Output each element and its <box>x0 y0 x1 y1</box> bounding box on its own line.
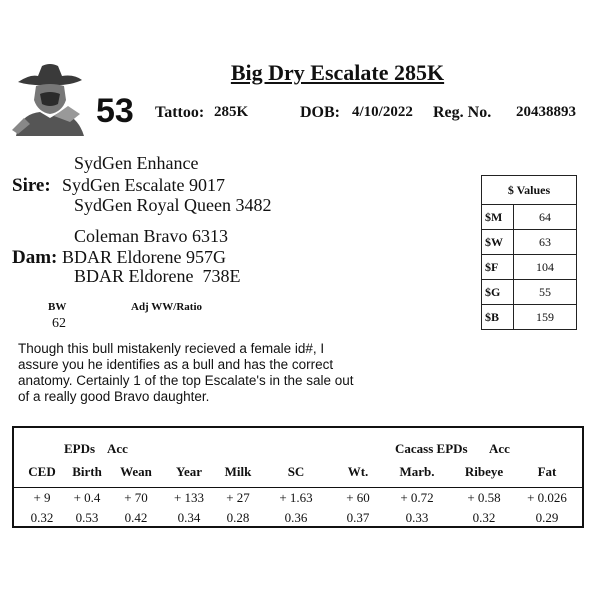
epd-value: + 0.58 <box>467 490 501 505</box>
epd-column-header: Wt. <box>347 464 369 479</box>
epd-value: + 0.026 <box>527 490 567 505</box>
epd-column-header: SC <box>287 464 305 479</box>
sire-label: Sire: <box>12 175 51 196</box>
dob-value: 4/10/2022 <box>352 104 413 120</box>
epd-value: + 27 <box>226 490 250 505</box>
epd-divider <box>14 487 582 488</box>
epd-column-header: Birth <box>72 464 102 479</box>
epd-column-header: Marb. <box>399 464 435 479</box>
adj-ww-ratio-label: Adj WW/Ratio <box>131 301 202 313</box>
epd-column-header: Ribeye <box>464 464 504 479</box>
tattoo-value: 285K <box>214 104 249 120</box>
epd-accuracy: 0.34 <box>177 510 201 525</box>
bull-name-title: Big Dry Escalate 285K <box>230 60 445 85</box>
dob-label: DOB: <box>300 104 340 121</box>
epds-acc-label: Acc <box>107 441 128 456</box>
epds-group-label: EPDs <box>64 441 96 456</box>
dollar-value: 63 <box>514 230 577 255</box>
epd-value: + 70 <box>124 490 148 505</box>
dollar-value: 64 <box>514 205 577 230</box>
sire-sire: SydGen Enhance <box>74 153 199 173</box>
carcass-epds-group-label: Cacass EPDs <box>395 441 468 456</box>
epd-accuracy: 0.33 <box>405 510 429 525</box>
table-row <box>482 230 577 255</box>
carcass-acc-label: Acc <box>489 441 510 456</box>
epd-column-header: Milk <box>224 464 252 479</box>
epd-value: + 9 <box>33 490 51 505</box>
epd-accuracy: 0.29 <box>535 510 559 525</box>
epd-accuracy: 0.32 <box>30 510 54 525</box>
epd-value: + 133 <box>173 490 205 505</box>
table-row <box>482 280 577 305</box>
dollar-value-label: $W <box>482 230 514 255</box>
dollar-values-title: $ Values <box>482 176 577 205</box>
table-row <box>482 305 577 330</box>
dollar-value: 159 <box>514 305 577 330</box>
dollar-value: 104 <box>514 255 577 280</box>
sire-name: SydGen Escalate 9017 <box>62 175 225 195</box>
reg-label: Reg. No. <box>433 104 492 121</box>
reg-value: 20438893 <box>516 104 576 120</box>
dollar-values-table <box>481 175 577 330</box>
lot-number: 53 <box>96 92 134 130</box>
epd-accuracy: 0.53 <box>75 510 99 525</box>
dam-dam: BDAR Eldorene 738E <box>74 266 241 286</box>
epd-value: + 0.4 <box>73 490 101 505</box>
epd-accuracy: 0.32 <box>472 510 496 525</box>
epd-column-header: Year <box>176 464 202 479</box>
dollar-value: 55 <box>514 280 577 305</box>
table-row <box>482 205 577 230</box>
dollar-value-label: $B <box>482 305 514 330</box>
lot-description: Though this bull mistakenly recieved a female id#, I assure you he identifies as a bull and has the correct anatomy. Certainly 1 of the top Escalate's in the sale out of a really good Bravo daughter. <box>18 341 354 404</box>
dam-sire: Coleman Bravo 6313 <box>74 226 228 246</box>
epd-column-header: CED <box>28 464 56 479</box>
epd-accuracy: 0.36 <box>284 510 308 525</box>
sire-dam: SydGen Royal Queen 3482 <box>74 195 272 215</box>
epd-value: + 0.72 <box>400 490 434 505</box>
dollar-value-label: $F <box>482 255 514 280</box>
dollar-value-label: $M <box>482 205 514 230</box>
epd-column-header: Fat <box>537 464 557 479</box>
cowboy-silhouette-icon <box>10 60 84 136</box>
dam-label: Dam: <box>12 247 58 268</box>
dollar-value-label: $G <box>482 280 514 305</box>
bw-value: 62 <box>52 316 66 331</box>
bw-label: BW <box>48 301 67 313</box>
tattoo-label: Tattoo: <box>155 104 205 121</box>
epd-accuracy: 0.37 <box>346 510 370 525</box>
table-row <box>482 255 577 280</box>
epd-column-header: Wean <box>120 464 152 479</box>
dam-name: BDAR Eldorene 957G <box>62 247 226 267</box>
epd-accuracy: 0.28 <box>226 510 250 525</box>
epd-value: + 60 <box>346 490 370 505</box>
epd-accuracy: 0.42 <box>124 510 148 525</box>
epd-value: + 1.63 <box>279 490 313 505</box>
